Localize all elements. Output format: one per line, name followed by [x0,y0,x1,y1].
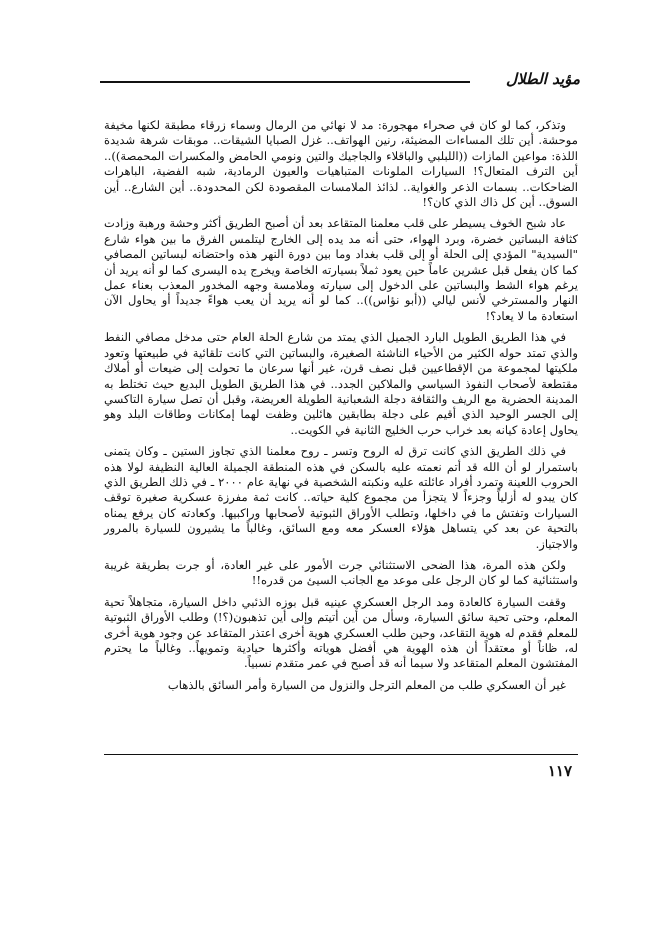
paragraph: غير أن العسكري طلب من المعلم الترجل والنزول من السيارة وأمر السائق بالذهاب [167,677,566,692]
paragraph: ولكن هذه المرة، هذا الضحى الاستثنائي جرت الأمور على غير العادة، أو جرت بطريقة غريبة واستثنائية كما لو كان الرجل على موعد مع الجانب السيئ من قدره!! [104,557,578,588]
page-footer [104,754,578,784]
author-name: مؤيد الطلال [506,70,580,88]
paragraph: عاد شبح الخوف يسيطر على قلب معلمنا المتقاعد بعد أن أصبح الطريق أكثر وحشة ورهبة وزادت كثافة البساتين خضرة، وبرد الهواء، حتى أنه مد يده إلى الخارج ليتلمس الفرق ما بين هواء شارع "السيدية" المؤدي إلى الحلة أو إلى قلب بغداد وما بين دورة النهر هذه واحتضانه لبساتين المصافي كما كان يفعل قبل عشرين عاماً حين يعود ثملاً بسيارته الخاصة ويخرج يده اليسرى كما لو أنه يريد أن يرغم هواء الشط والبساتين على الدخول إلى سيارته وملامسة وجهه المخدور المعذب بعناء عمل النهار والمسترخي لأنس ليالي ((أبو نؤاس)).. كما لو أنه يريد أن يعب هواءً جديداً أو يحاول الآن استعادة ما لا يعاد؟! [104,216,578,323]
paragraph: وقفت السيارة كالعادة ومد الرجل العسكري عينيه قبل بوزه الذئبي داخل السيارة، متجاهلاً تحية المعلم، وحتى تحية سائق السيارة، وسأل من أين أتيتم وإلى أين تذهبون(؟!) وطلب الأوراق الثبوتية للمعلم فقدم له هوية التقاعد، وحين طلب العسكري هوية أخرى اعتذر المتقاعد عن وجود هوية أخرى له، ظاناً أو معتقداً أن هذه الهوية هي أفضل هوياته وأكثرها حيادية وتمويهاً.. وغالباً ما يحترم المفتشون المعلم المتقاعد ولا سيما أنه قد أصبح في عمر متقدم نسبياً. [104,594,578,671]
paragraph: في هذا الطريق الطويل البارد الجميل الذي يمتد من شارع الحلة العام حتى مدخل مصافي النفط والذي تمتد حوله الكثير من الأحياء الناشئة الصغيرة، والبساتين التي كانت تلقائية في طبيعتها وتعود ملكيتها لمجموعة من الإقطاعيين قبل نصف قرن، غير أنها سرعان ما تحولت إلى ضيعات أو أملاك مقتطعة لأصحاب النفوذ السياسي والملاكين الجدد.. في هذا الطريق الطويل البديع حيث تختلط به المدينة الحضرية مع الريف والثقافة دجلة الشعبانية الطويلة العريضة، وقبل أن تصل سيارة التاكسي إلى الجسر الوحيد الذي أقيم على دجلة بطابقين هائلين وظفت لهما إمكانات وطاقات البلد وهو يحاول إعادة كيانه بعد خراب حرب الخليج الثانية في الكويت.. [104,330,578,437]
paragraph: وتذكر، كما لو كان في صحراء مهجورة: مد لا نهائي من الرمال وسماء زرقاء مطبقة لكنها مخيفة موحشة. أين تلك المساءات المضيئة، رنين الهواتف.. غزل الصبايا الشيقات.. موبقات شرهة شديدة اللذة: مواعين المازات ((اللبلبي والباقلاء والجاجيك والتين ونومي الحامض والمكسرات المحمصة)).. أين الترف المتعال؟! السيارات الملونات المتباهيات والعيون الرمادية، شبه الفضية، الباهرات الضاحكات.. بسمات الذعر والغواية.. لذائذ الملامسات المقصودة لكن المحدودة.. أين الشارع.. أين السوق.. أين كل ذاك الذي كان؟! [104,118,578,210]
page-number: ١١٧ [547,762,572,780]
paragraph: في ذلك الطريق الذي كانت ترق له الروح وتسر ـ روح معلمنا الذي تجاوز الستين ـ وكان يتمنى باستمرار لو أن الله قد أتم نعمته عليه بالسكن في هذه المنطقة الجميلة العالية النظيفة لولا هذه الحروب اللعينة وتمرد أفراد عائلته عليه ونكبته الشخصية في نهاية عام ٢٠٠٠ ـ في ذلك الطريق الذي كان يبدو له أزلياً وجزءاً لا يتجزأ من مجموع كلية حياته.. كانت ثمة مفرزة عسكرية صغيرة توقف السيارات وتفتش ما في داخلها، وتطلب الأوراق الثبوتية لأصحابها وراكبيها. وكعادته كان يرفع يمناه بالتحية عن بعد كي يتساهل هؤلاء العسكر معه ومع السائق، وغالباً ما يشيرون للسيارة بالمرور والاجتياز. [104,444,579,551]
header-rule [100,81,470,83]
body-text [104,118,578,699]
footer-rule [104,754,578,755]
running-header [100,70,580,94]
